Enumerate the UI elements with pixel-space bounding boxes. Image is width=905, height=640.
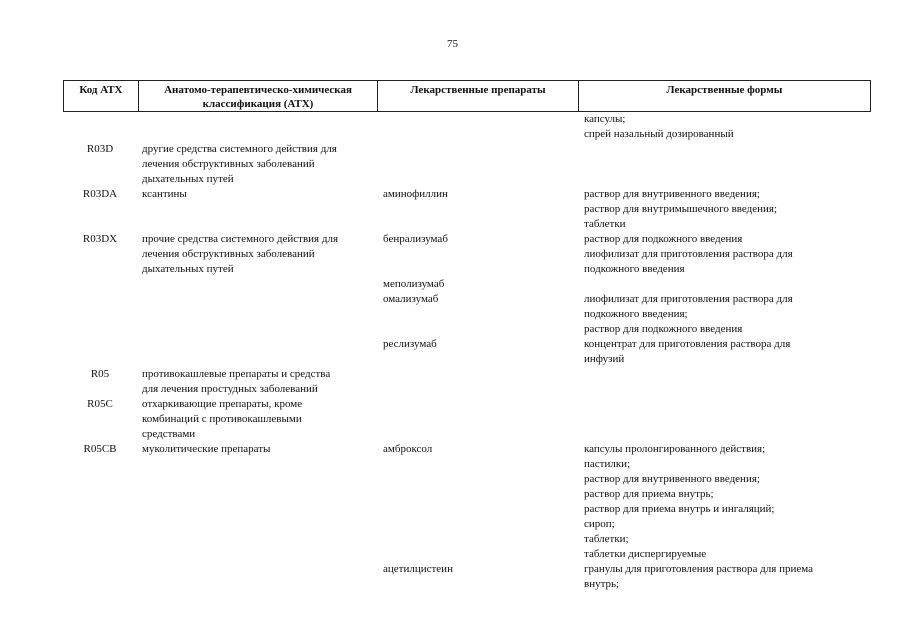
dosage-forms-cell: [578, 112, 871, 142]
atc-table: [63, 80, 871, 592]
classification-line: для лечения простудных заболеваний: [142, 383, 318, 395]
drug-name-cell: [377, 112, 578, 142]
dosage-form-line: сироп;: [584, 518, 615, 530]
dosage-form-line: раствор для приема внутрь и ингаляций;: [584, 503, 775, 515]
drug-name-cell: меполизумаб: [383, 278, 445, 290]
dosage-form-line: раствор для внутримышечного введения;: [584, 203, 778, 215]
classification-line: дыхательных путей: [142, 173, 234, 185]
atc-classification-cell: [137, 367, 377, 397]
atc-classification-cell: [137, 277, 377, 292]
dosage-form-line: спрей назальный дозированный: [584, 128, 734, 140]
dosage-form-line: раствор для внутривенного введения;: [584, 188, 760, 200]
atc-classification-cell: [137, 112, 377, 142]
classification-line: ксантины: [142, 188, 187, 200]
atc-code-cell: R05C: [87, 398, 113, 410]
drug-name-cell: реслизумаб: [383, 338, 437, 350]
atc-code-cell: [63, 292, 137, 337]
drug-name-cell: аминофиллин: [383, 188, 448, 200]
dosage-form-line: раствор для подкожного введения: [584, 323, 743, 335]
dosage-forms-cell: [578, 277, 871, 292]
atc-code-cell: R03DA: [82, 188, 118, 200]
drug-name-cell: амброксол: [383, 443, 433, 455]
dosage-forms-cell: [578, 292, 871, 337]
dosage-form-line: капсулы;: [584, 113, 626, 125]
header-atc-classification: [138, 81, 377, 111]
atc-code-cell: [63, 337, 137, 367]
header-drugs: Лекарственные препараты: [377, 81, 578, 111]
table-row: [63, 187, 871, 232]
atc-code-cell: [63, 562, 137, 592]
classification-line: муколитические препараты: [142, 443, 271, 455]
dosage-form-line: гранулы для приготовления раствора для приема: [584, 563, 813, 575]
table-row: [63, 277, 871, 292]
dosage-form-line: лиофилизат для приготовления раствора для: [584, 248, 793, 260]
dosage-form-line: пастилки;: [584, 458, 631, 470]
dosage-forms-cell: [578, 397, 871, 442]
dosage-forms-cell: [578, 187, 871, 232]
dosage-forms-cell: [578, 337, 871, 367]
drug-name-cell: [377, 397, 578, 442]
table-row: [63, 112, 871, 142]
atc-classification-cell: [137, 187, 377, 232]
dosage-form-line: таблетки диспергируемые: [584, 548, 707, 560]
header-atc-classification-line1: Анатомо-терапевтическо-химическая: [164, 84, 352, 96]
dosage-form-line: инфузий: [584, 353, 625, 365]
page-number: 75: [447, 38, 458, 50]
table-header: [63, 80, 871, 112]
atc-code-cell: [63, 277, 137, 292]
dosage-form-line: раствор для подкожного введения: [584, 233, 743, 245]
table-row: [63, 292, 871, 337]
header-dosage-forms: Лекарственные формы: [578, 81, 870, 111]
table-row: [63, 442, 871, 562]
dosage-forms-cell: [578, 562, 871, 592]
atc-classification-cell: [137, 337, 377, 367]
classification-line: противокашлевые препараты и средства: [142, 368, 331, 380]
dosage-form-line: подкожного введения;: [584, 308, 688, 320]
classification-line: лечения обструктивных заболеваний: [142, 158, 315, 170]
atc-code-cell: R03D: [86, 143, 114, 155]
classification-line: другие средства системного действия для: [142, 143, 337, 155]
table-body: [63, 112, 871, 592]
atc-code-cell: R05: [90, 368, 110, 380]
dosage-forms-cell: [578, 142, 871, 187]
atc-classification-cell: [137, 397, 377, 442]
atc-classification-cell: [137, 442, 377, 562]
atc-code-cell: R05CB: [83, 443, 117, 455]
classification-line: средствами: [142, 428, 196, 440]
drug-name-cell: ацетилцистеин: [383, 563, 453, 575]
atc-classification-cell: [137, 142, 377, 187]
table-row: [63, 232, 871, 277]
table-row: [63, 142, 871, 187]
header-atc-code: Код АТХ: [79, 84, 123, 96]
classification-line: прочие средства системного действия для: [142, 233, 339, 245]
drug-name-cell: бенрализумаб: [383, 233, 448, 245]
dosage-form-line: капсулы пролонгированного действия;: [584, 443, 766, 455]
dosage-forms-cell: [578, 232, 871, 277]
table-row: [63, 562, 871, 592]
dosage-form-line: лиофилизат для приготовления раствора для: [584, 293, 793, 305]
classification-line: отхаркивающие препараты, кроме: [142, 398, 303, 410]
atc-code-cell: [63, 112, 137, 142]
classification-line: комбинаций с противокашлевыми: [142, 413, 302, 425]
table-row: [63, 337, 871, 367]
dosage-form-line: подкожного введения: [584, 263, 685, 275]
drug-name-cell: [377, 142, 578, 187]
dosage-form-line: внутрь;: [584, 578, 620, 590]
drug-name-cell: омализумаб: [383, 293, 439, 305]
atc-code-cell: R03DX: [82, 233, 118, 245]
dosage-form-line: таблетки;: [584, 533, 629, 545]
dosage-forms-cell: [578, 367, 871, 397]
drug-name-cell: [377, 367, 578, 397]
atc-classification-cell: [137, 292, 377, 337]
dosage-form-line: концентрат для приготовления раствора для: [584, 338, 791, 350]
classification-line: лечения обструктивных заболеваний: [142, 248, 315, 260]
dosage-forms-cell: [578, 442, 871, 562]
atc-classification-cell: [137, 232, 377, 277]
header-atc-classification-line2: классификация (АТХ): [202, 98, 314, 110]
dosage-form-line: таблетки: [584, 218, 626, 230]
table-row: [63, 397, 871, 442]
classification-line: дыхательных путей: [142, 263, 234, 275]
dosage-form-line: раствор для приема внутрь;: [584, 488, 714, 500]
atc-classification-cell: [137, 562, 377, 592]
table-row: [63, 367, 871, 397]
dosage-form-line: раствор для внутривенного введения;: [584, 473, 760, 485]
